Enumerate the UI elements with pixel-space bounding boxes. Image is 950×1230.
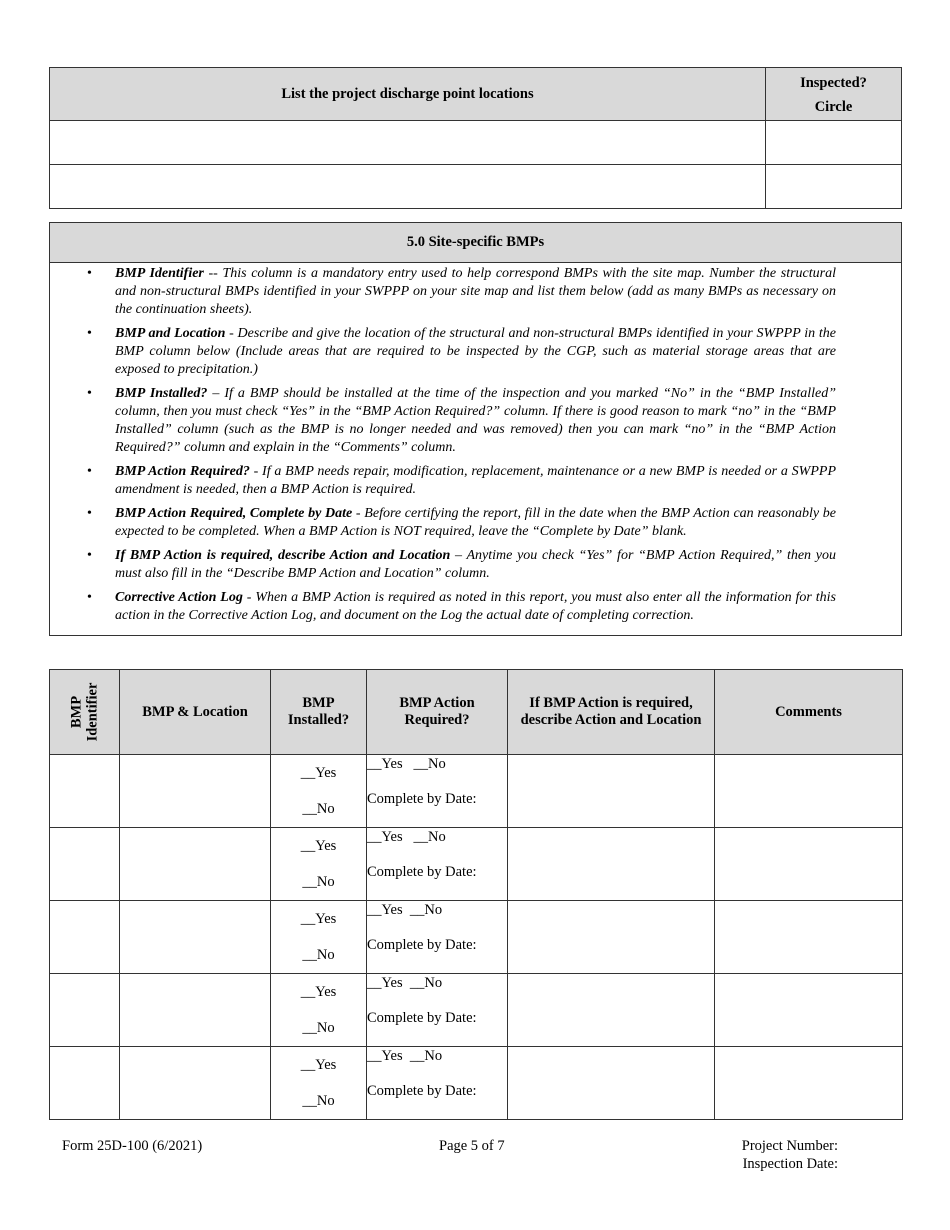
bmp-row [50,828,903,901]
instruction-term: Corrective Action Log [115,590,243,605]
instruction-text: - If a BMP needs repair, modification, replacement, maintenance or a new BMP is needed or a SWPPP amendment is needed, then a BMP Action is required. [115,464,836,497]
bmp-location-cell[interactable] [120,974,271,1047]
instruction-term: BMP Action Required? [115,464,250,479]
bmp-row [50,755,903,828]
complete-by-date-label: Complete by Date: [367,791,477,807]
bmp-identifier-cell[interactable] [50,828,120,901]
instruction-item [115,385,836,457]
instruction-text: – If a BMP should be installed at the time of the inspection and you marked “No” in the “BMP Installed” column, then you must check “Yes” in the “BMP Action Required?” column. If there is good reason to mark “no” in the “BMP Installed” column (such as the BMP is no longer needed and was removed) then you can mark “no” in the “BMP Action Required?” column and explain in the “Comments” column. [115,386,836,455]
instruction-term: BMP and Location [115,326,226,341]
discharge-location-cell[interactable] [50,121,766,165]
complete-by-date-label: Complete by Date: [367,937,477,953]
instruction-item [115,325,836,379]
bmp-identifier-cell[interactable] [50,1047,120,1120]
col-location-header: BMP & Location [120,670,271,755]
bmp-identifier-cell[interactable] [50,755,120,828]
action-yes-no-options[interactable]: __Yes __No [367,756,446,772]
comments-cell[interactable] [715,755,903,828]
instruction-term: BMP Identifier [115,266,204,281]
instruction-term: BMP Action Required, Complete by Date [115,506,353,521]
instruction-text: – Anytime you check “Yes” for “BMP Action Required,” then you must also fill in the “Describe BMP Action and Location” column. [115,548,836,581]
inspected-header [766,68,902,121]
comments-cell[interactable] [715,974,903,1047]
section-title: 5.0 Site-specific BMPs [50,223,902,263]
complete-by-date-label: Complete by Date: [367,864,477,880]
discharge-header: List the project discharge point locations [50,68,766,121]
comments-cell[interactable] [715,901,903,974]
bmp-installed-cell[interactable] [271,755,367,828]
bmp-location-cell[interactable] [120,828,271,901]
inspected-label: Inspected? [800,74,867,91]
bmp-action-cell[interactable] [367,974,508,1047]
instruction-term: If BMP Action is required, describe Action and Location [115,548,451,563]
instruction-item [115,505,836,541]
bmp-location-cell[interactable] [120,755,271,828]
bmp-action-cell[interactable] [367,1047,508,1120]
bmp-row [50,1047,903,1120]
comments-cell[interactable] [715,1047,903,1120]
inspected-cell[interactable] [766,121,902,165]
inspection-date-label: Inspection Date: [742,1156,838,1172]
action-description-cell[interactable] [508,755,715,828]
installed-yes-option[interactable]: __Yes [300,1057,337,1073]
installed-yes-option[interactable]: __Yes [300,838,337,854]
action-description-cell[interactable] [508,901,715,974]
instruction-item [115,547,836,583]
bmp-identifier-cell[interactable] [50,901,120,974]
action-yes-no-options[interactable]: __Yes __No [367,829,446,845]
discharge-location-cell[interactable] [50,165,766,209]
instruction-text: - Before certifying the report, fill in the date when the BMP Action can reasonably be expected to be completed. When a BMP Action is NOT required, leave the “Complete by Date” blank. [115,506,836,539]
installed-yes-option[interactable]: __Yes [300,911,337,927]
installed-no-option[interactable]: __No [302,1093,335,1109]
bmp-action-cell[interactable] [367,755,508,828]
instruction-item [115,589,836,625]
installed-no-option[interactable]: __No [302,874,335,890]
installed-no-option[interactable]: __No [302,801,335,817]
instruction-item [115,463,836,499]
col-action-header: BMP Action Required? [367,670,508,755]
action-yes-no-options[interactable]: __Yes __No [367,975,443,991]
instructions-list [50,263,901,635]
action-description-cell[interactable] [508,1047,715,1120]
instruction-text: - Describe and give the location of the structural and non-structural BMPs identified in your SWPPP in the BMP column below (Include areas that are required to be inspected by the CGP, such as material storage areas that are exposed to precipitation.) [115,326,836,377]
project-info [742,1137,838,1173]
col-comments-header: Comments [715,670,903,755]
page-number: Page 5 of 7 [439,1138,505,1154]
bmp-installed-cell[interactable] [271,974,367,1047]
col-identifier-header [50,670,120,755]
bmp-installed-cell[interactable] [271,901,367,974]
bmp-location-cell[interactable] [120,1047,271,1120]
instruction-text: -- This column is a mandatory entry used to help correspond BMPs with the site map. Number the structural and non-structural BMPs identified in your SWPPP on your site map and list them below (add as many BMPs as necessary on the continuation sheets). [115,266,836,317]
discharge-table [49,67,902,209]
bmp-action-cell[interactable] [367,828,508,901]
action-description-cell[interactable] [508,974,715,1047]
bmp-row [50,974,903,1047]
bmp-row [50,901,903,974]
complete-by-date-label: Complete by Date: [367,1083,477,1099]
action-yes-no-options[interactable]: __Yes __No [367,1048,443,1064]
installed-no-option[interactable]: __No [302,947,335,963]
action-description-cell[interactable] [508,828,715,901]
bmp-grid [49,669,903,1120]
bmp-installed-cell[interactable] [271,1047,367,1120]
col-describe-header: If BMP Action is required, describe Action and Location [508,670,715,755]
bmp-identifier-cell[interactable] [50,974,120,1047]
instruction-text: - When a BMP Action is required as noted in this report, you must also enter all the information for this action in the Corrective Action Log, and document on the Log the actual date of completing correction. [115,590,836,623]
complete-by-date-label: Complete by Date: [367,1010,477,1026]
form-number: Form 25D-100 (6/2021) [62,1138,203,1154]
instruction-item [115,265,836,319]
instruction-term: BMP Installed? [115,386,208,401]
bmp-installed-cell[interactable] [271,828,367,901]
installed-yes-option[interactable]: __Yes [300,984,337,1000]
inspected-cell[interactable] [766,165,902,209]
comments-cell[interactable] [715,828,903,901]
installed-no-option[interactable]: __No [302,1020,335,1036]
instructions-cell [50,263,902,636]
bmp-section [49,222,902,636]
bmp-location-cell[interactable] [120,901,271,974]
circle-label: Circle [814,98,853,115]
identifier-label: BMP Identifier [68,682,101,741]
col-installed-header: BMP Installed? [271,670,367,755]
action-yes-no-options[interactable]: __Yes __No [367,902,443,918]
bmp-action-cell[interactable] [367,901,508,974]
project-number-label: Project Number: [741,1138,838,1154]
installed-yes-option[interactable]: __Yes [300,765,337,781]
